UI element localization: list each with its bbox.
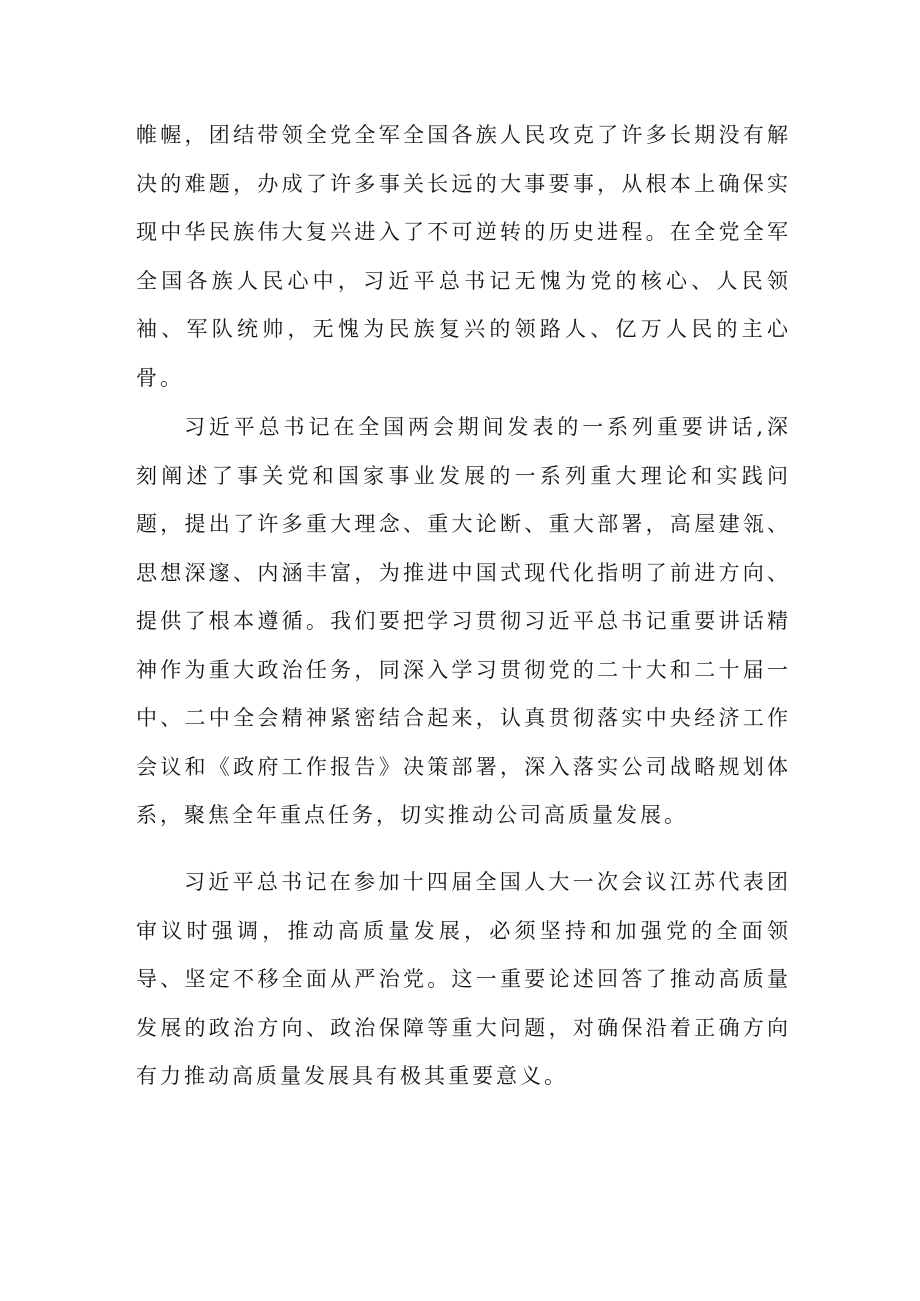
paragraph-1: 帷幄，团结带领全党全军全国各族人民攻克了许多长期没有解决的难题，办成了许多事关长远的大事要事，从根本上确保实现中华民族伟大复兴进入了不可逆转的历史进程。在全党全军全国各族人民心中，习近平总书记无愧为党的核心、人民领袖、军队统帅，无愧为民族复兴的领路人、亿万人民的主心骨。	[136, 123, 791, 390]
paragraph-2: 习近平总书记在全国两会期间发表的一系列重要讲话,深刻阐述了事关党和国家事业发展的一系列重大理论和实践问题，提出了许多重大理念、重大论断、重大部署，高屋建瓴、思想深邃、内涵丰富，为推进中国式现代化指明了前进方向、提供了根本遵循。我们要把学习贯彻习近平总书记重要讲话精神作为重大政治任务，同深入学习贯彻党的二十大和二十届一中、二中全会精神紧密结合起来，认真贯彻落实中央经济工作会议和《政府工作报告》决策部署，深入落实公司战略规划体系，聚焦全年重点任务，切实推动公司高质量发展。	[136, 415, 791, 827]
paragraph-3: 习近平总书记在参加十四届全国人大一次会议江苏代表团审议时强调，推动高质量发展，必须坚持和加强党的全面领导、坚定不移全面从严治党。这一重要论述回答了推动高质量发展的政治方向、政治保障等重大问题，对确保沿着正确方向有力推动高质量发展具有极其重要意义。	[136, 870, 791, 1088]
